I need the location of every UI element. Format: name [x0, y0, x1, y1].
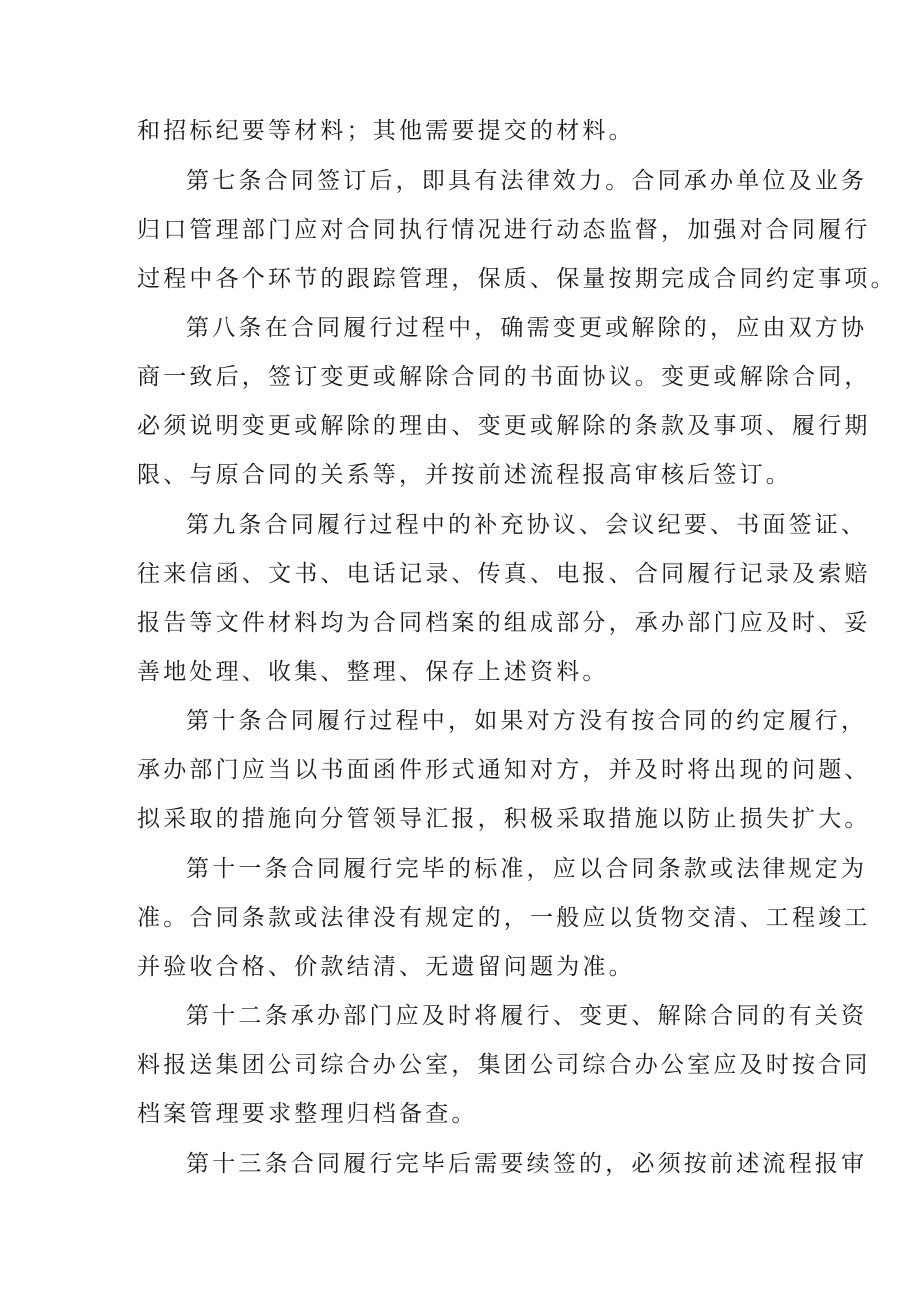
text-line: 档案管理要求整理归档备查。 — [137, 1101, 478, 1127]
text-line: 必须说明变更或解除的理由、变更或解除的条款及事项、履行期 — [137, 413, 871, 439]
text-line: 第九条合同履行过程中的补充协议、会议纪要、书面签证、 — [186, 512, 868, 538]
text-line: 拟采取的措施向分管领导汇报，积极采取措施以防止损失扩大。 — [137, 806, 871, 832]
text-line: 料报送集团公司综合办公室，集团公司综合办公室应及时按合同 — [137, 1052, 871, 1078]
text-line: 报告等文件材料均为合同档案的组成部分，承办部门应及时、妥 — [137, 610, 871, 636]
text-line: 第十二条承办部门应及时将履行、变更、解除合同的有关资 — [186, 1003, 868, 1029]
text-line: 第十三条合同履行完毕后需要续签的，必须按前述流程报审 — [186, 1151, 868, 1177]
text-line: 商一致后，签订变更或解除合同的书面协议。变更或解除合同， — [137, 364, 871, 390]
text-line: 第十条合同履行过程中，如果对方没有按合同的约定履行， — [186, 708, 868, 734]
text-line: 承办部门应当以书面函件形式通知对方，并及时将出现的问题、 — [137, 757, 871, 783]
text-line: 过程中各个环节的跟踪管理，保质、保量按期完成合同约定事项。 — [137, 266, 897, 292]
text-line: 准。合同条款或法律没有规定的，一般应以货物交清、工程竣工 — [137, 905, 871, 931]
text-line: 并验收合格、价款结清、无遗留问题为准。 — [137, 954, 635, 980]
text-line: 第十一条合同履行完毕的标准，应以合同条款或法律规定为 — [186, 856, 868, 882]
text-line: 第八条在合同履行过程中，确需变更或解除的，应由双方协 — [186, 315, 868, 341]
text-line: 往来信函、文书、电话记录、传真、电报、合同履行记录及索赔 — [137, 561, 871, 587]
text-line: 第七条合同签订后，即具有法律效力。合同承办单位及业务 — [186, 168, 868, 194]
text-line: 和招标纪要等材料；其他需要提交的材料。 — [137, 118, 635, 144]
text-line: 善地处理、收集、整理、保存上述资料。 — [137, 659, 609, 685]
text-line: 归口管理部门应对合同执行情况进行动态监督，加强对合同履行 — [137, 217, 871, 243]
text-line: 限、与原合同的关系等，并按前述流程报高审核后签订。 — [137, 462, 792, 488]
